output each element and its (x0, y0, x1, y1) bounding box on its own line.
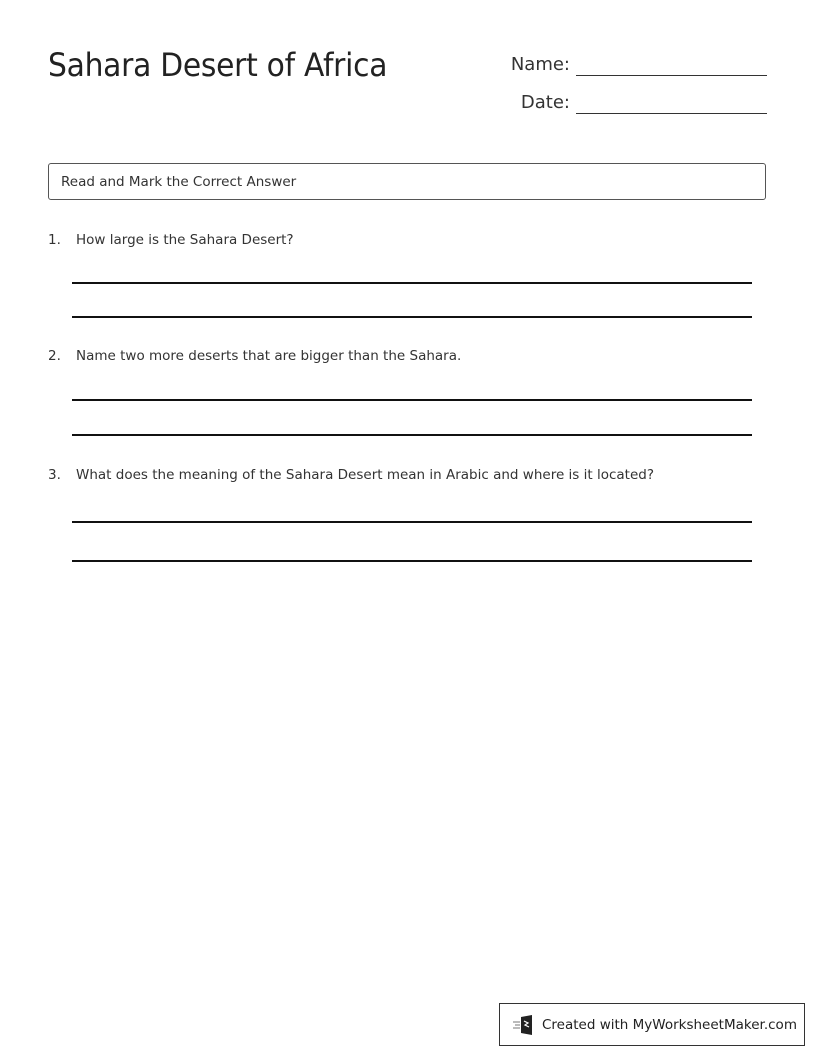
answer-line-1b[interactable] (72, 316, 752, 318)
name-label: Name: (510, 54, 570, 75)
question-3 (48, 467, 654, 483)
name-field (500, 54, 767, 76)
answer-line-3b[interactable] (72, 560, 752, 562)
question-text: How large is the Sahara Desert? (76, 232, 294, 248)
worksheet-maker-logo-icon (512, 1014, 536, 1036)
date-field (500, 92, 767, 114)
name-input-line[interactable] (576, 55, 767, 76)
answer-line-2a[interactable] (72, 399, 752, 401)
footer-badge (499, 1003, 805, 1046)
question-number: 3. (48, 467, 61, 483)
question-1 (48, 232, 294, 248)
answer-line-2b[interactable] (72, 434, 752, 436)
question-number: 1. (48, 232, 61, 248)
question-number: 2. (48, 348, 61, 364)
answer-line-3a[interactable] (72, 521, 752, 523)
answer-line-1a[interactable] (72, 282, 752, 284)
date-label: Date: (520, 92, 570, 113)
question-text: Name two more deserts that are bigger than the Sahara. (76, 348, 462, 364)
date-input-line[interactable] (576, 93, 767, 114)
instructions-box: Read and Mark the Correct Answer (48, 163, 766, 200)
question-2 (48, 348, 461, 364)
question-text: What does the meaning of the Sahara Desert mean in Arabic and where is it located? (76, 467, 654, 483)
footer-text: Created with MyWorksheetMaker.com (542, 1016, 797, 1033)
page-title: Sahara Desert of Africa (48, 46, 388, 84)
